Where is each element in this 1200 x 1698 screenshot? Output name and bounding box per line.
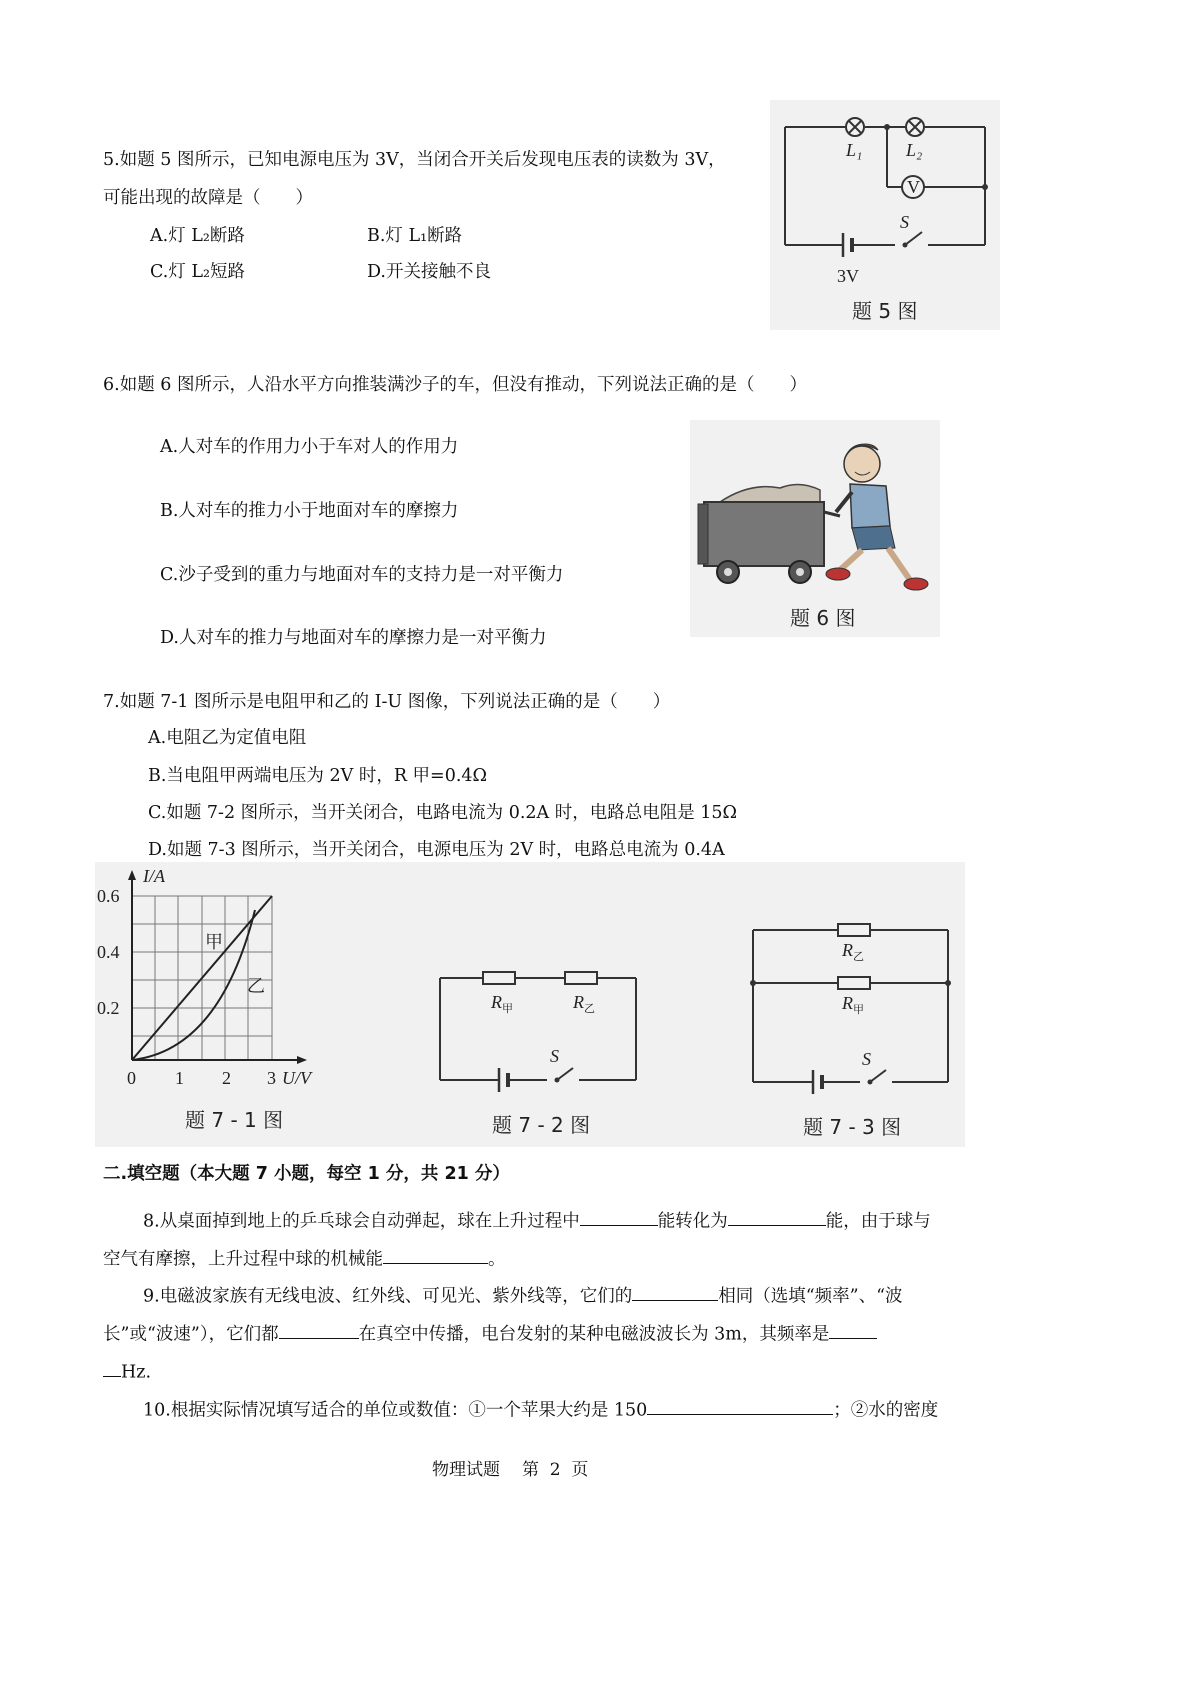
q5-option-d: D.开关接触不良 (367, 262, 491, 282)
q9-blank-3-end[interactable] (103, 1358, 121, 1377)
q9-blank-1[interactable] (632, 1282, 718, 1301)
q5-figure (770, 100, 1000, 330)
q7-1-caption: 题 7 - 1 图 (185, 1108, 284, 1132)
q7-1-ytick-0.6: 0.6 (97, 886, 120, 906)
q7-option-b: B.当电阻甲两端电压为 2V 时，R 甲=0.4Ω (148, 766, 488, 786)
q7-2-circuit (440, 972, 636, 1137)
q5-source-label: 3V (837, 266, 859, 286)
q9-text-3: 长”或“波速”），它们都 (103, 1324, 279, 1345)
q9-text-1: 9.电磁波家族有无线电波、红外线、可见光、紫外线等，它们的 (143, 1286, 633, 1307)
q7-option-c: C.如题 7-2 图所示，当开关闭合，电路电流为 0.2A 时，电路总电阻是 15Ω (148, 803, 738, 823)
section2-title: 二.填空题（本大题 7 小题，每空 1 分，共 21 分） (103, 1164, 510, 1184)
q5-l2-label: L₂ (906, 140, 923, 160)
q9-line2 (103, 1320, 877, 1345)
footer-subject: 物理试题 (432, 1460, 500, 1480)
q7-3-r-yi-label: $R_乙$ (842, 940, 864, 963)
q8-blank-1[interactable] (580, 1207, 658, 1226)
q7-2-r-yi-label: $R_乙$ (573, 992, 595, 1015)
q8-text-2: 能转化为 (657, 1211, 728, 1232)
q5-l1-label: L₁ (846, 140, 863, 160)
q9-text-4: 在真空中传播，电台发射的某种电磁波波长为 3m，其频率是 (358, 1324, 830, 1345)
q7-1-graph (97, 866, 313, 1132)
q6-figure (690, 420, 940, 637)
q7-3-caption: 题 7 - 3 图 (803, 1115, 902, 1139)
q5-line1: 5.如题 5 图所示，已知电源电压为 3V，当闭合开关后发现电压表的读数为 3V， (103, 150, 726, 170)
q7-1-curve-jia-label: 甲 (205, 932, 223, 952)
q7-1-xtick-2: 2 (222, 1068, 231, 1088)
q5-option-b: B.灯 L₁断路 (367, 226, 463, 246)
q7-1-ytick-0.4: 0.4 (97, 942, 120, 962)
q6-caption: 题 6 图 (790, 606, 856, 630)
q5-line2: 可能出现的故障是（ ） (103, 188, 313, 208)
q9-text-2: 相同（选填“频率”、“波 (718, 1286, 903, 1307)
q5-caption: 题 5 图 (852, 299, 918, 323)
cart-illustration (698, 484, 840, 583)
q6-stem: 6.如题 6 图所示，人沿水平方向推装满沙子的车，但没有推动，下列说法正确的是（ ） (103, 375, 807, 395)
q10-line1 (143, 1396, 938, 1421)
q7-1-xlabel: U/V (282, 1068, 311, 1088)
q5-switch-label: S (900, 212, 909, 232)
q7-stem: 7.如题 7-1 图所示是电阻甲和乙的 I-U 图像，下列说法正确的是（ ） (103, 692, 671, 712)
q8-text-1: 8.从桌面掉到地上的乒乓球会自动弹起，球在上升过程中 (143, 1211, 580, 1232)
q9-line3 (103, 1358, 151, 1382)
q7-1-xtick-1: 1 (175, 1068, 184, 1088)
q6-option-d: D.人对车的推力与地面对车的摩擦力是一对平衡力 (160, 628, 547, 648)
q7-1-curve-yi-label: 乙 (247, 976, 265, 996)
q7-3-switch-label: S (862, 1049, 871, 1069)
q7-2-r-jia-label: $R_甲$ (491, 992, 513, 1015)
q8-text-5: 。 (488, 1249, 506, 1270)
q9-text-5: Hz. (121, 1362, 152, 1383)
q8-blank-3[interactable] (383, 1245, 488, 1264)
q5-option-c: C.灯 L₂短路 (150, 262, 246, 282)
q8-line1 (143, 1207, 931, 1232)
q7-3-circuit (750, 924, 951, 1139)
q8-text-3: 能，由于球与 (825, 1211, 931, 1232)
q7-option-a: A.电阻乙为定值电阻 (148, 728, 307, 748)
q7-1-ylabel: I/A (143, 866, 165, 886)
q8-text-4: 空气有摩擦，上升过程中球的机械能 (103, 1249, 383, 1270)
q9-blank-2[interactable] (279, 1320, 359, 1339)
q7-figure-panel (95, 862, 965, 1147)
q7-1-xtick-3: 3 (267, 1068, 276, 1088)
q6-option-b: B.人对车的推力小于地面对车的摩擦力 (160, 501, 459, 521)
q5-option-a: A.灯 L₂断路 (150, 226, 245, 246)
q10-blank-1[interactable] (647, 1396, 833, 1415)
q6-option-a: A.人对车的作用力小于车对人的作用力 (160, 437, 459, 457)
q9-blank-3-start[interactable] (829, 1320, 877, 1339)
q7-3-r-jia-label: $R_甲$ (842, 993, 864, 1016)
q5-voltmeter-label: V (907, 177, 920, 197)
q6-option-c: C.沙子受到的重力与地面对车的支持力是一对平衡力 (160, 565, 564, 585)
q7-1-xtick-0: 0 (127, 1068, 136, 1088)
footer-page-number: 第 2 页 (522, 1460, 589, 1480)
q7-option-d: D.如题 7-3 图所示，当开关闭合，电源电压为 2V 时，电路总电流为 0.4A (148, 840, 725, 860)
q10-text-2: ；②水的密度 (833, 1400, 939, 1421)
q10-text-1: 10.根据实际情况填写适合的单位或数值：①一个苹果大约是 150 (143, 1400, 648, 1421)
boy-illustration (826, 444, 928, 590)
q7-2-caption: 题 7 - 2 图 (492, 1113, 591, 1137)
q8-blank-2[interactable] (728, 1207, 826, 1226)
q7-2-switch-label: S (550, 1046, 559, 1066)
q7-1-ytick-0.2: 0.2 (97, 998, 120, 1018)
q8-line2 (103, 1245, 506, 1270)
q9-line1 (143, 1282, 903, 1307)
